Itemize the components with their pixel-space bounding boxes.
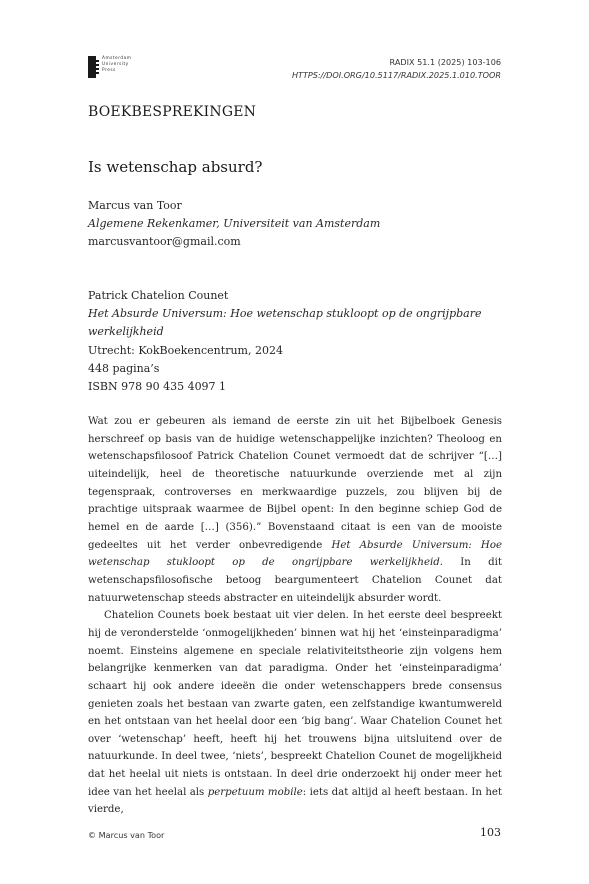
review-body bbox=[88, 413, 502, 819]
book-isbn: ISBN 978 90 435 4097 1 bbox=[88, 380, 227, 394]
paragraph bbox=[88, 607, 502, 819]
logo-text bbox=[102, 56, 131, 78]
book-publisher: Utrecht: KokBoekencentrum, 2024 bbox=[88, 343, 283, 357]
italic-term: perpetuum mobile bbox=[207, 786, 303, 798]
publisher-logo bbox=[88, 56, 131, 78]
journal-meta bbox=[292, 56, 501, 82]
paragraph-text: Wat zou er gebeuren als iemand de eerste zin uit het Bijbelboek Genesis herschreef op basis van de huidige wetenschappelijke inzichten? Theoloog en wetenschapsfilosoof Patrick Chatelion Counet vermoedt dat de schrijver “[…] uiteindelijk, heel de theoretische natuurkunde overziende met al zijn tegenspraak, controverses en merkwaardige puzzels, zou blijven bij de prachtige uitspraak waarmee de Bijbel opent: In den beginne schiep God de hemel en de aarde […] (356).” Bovenstaand citaat is een van de mooiste gedeeltes uit het verder onbevredigende bbox=[88, 416, 502, 551]
section-title: BOEKBESPREKINGEN bbox=[88, 104, 257, 120]
paragraph-text: : iets dat altijd al heeft bestaan. In het vierde, bbox=[88, 786, 502, 816]
logo-line: Press bbox=[102, 68, 116, 73]
doi-link[interactable]: HTTPS://DOI.ORG/10.5117/RADIX.2025.1.010.TOOR bbox=[291, 70, 501, 80]
book-title-inline: Het Absurde Universum: Hoe wetenschap stukloopt op de ongrijpbare werkelijkheid bbox=[88, 539, 502, 569]
author-email[interactable]: marcusvantoor@gmail.com bbox=[88, 235, 241, 248]
author-block bbox=[88, 197, 380, 251]
article-title: Is wetenschap absurd? bbox=[88, 158, 263, 176]
book-author: Patrick Chatelion Counet bbox=[88, 289, 229, 302]
author-affiliation: Algemene Rekenkamer, Universiteit van Amsterdam bbox=[88, 217, 381, 230]
page-number: 103 bbox=[480, 826, 501, 839]
logo-line: Amsterdam bbox=[102, 56, 132, 61]
book-pages: 448 pagina’s bbox=[88, 361, 160, 375]
paragraph-text: Chatelion Counets boek bestaat uit vier delen. In het eerste deel bespreekt hij de veronderstelde ‘onmogelijkheden’ binnen wat hij het ‘einsteinparadigma’ noemt. Einsteins algemene en speciale relativiteitstheorie zijn volgens hem belangrijke kenmerken van dat paradigma. Onder het ‘einsteinparadigma’ schaart hij ook andere ideeën die onder wetenschappers brede consensus genieten zoals het bestaan van zwarte gaten, een zelfstandige kwantumwereld en het ontstaan van het heelal door een ‘big bang’. Waar Chatelion Counet het over ‘wetenschap’ heeft, heeft hij het trouwens bijna uitsluitend over de natuurkunde. In deel twee, ‘niets’, bespreekt Chatelion Counet de mogelijkheid dat het heelal uit niets is ontstaan. In deel drie onderzoekt hij onder meer het idee van het heelal als bbox=[88, 610, 502, 798]
author-name: Marcus van Toor bbox=[88, 199, 182, 212]
journal-citation: RADIX 51.1 (2025) 103-106 bbox=[389, 57, 501, 67]
book-title: Het Absurde Universum: Hoe wetenschap stukloopt op de ongrijpbare werkelijkheid bbox=[88, 307, 482, 339]
aup-logo-icon bbox=[88, 56, 96, 78]
logo-line: University bbox=[102, 62, 129, 67]
paragraph-text: . In dit wetenschapsfilosofische betoog beargumenteert Chatelion Counet dat natuurwetenschap steeds abstracter en uiteindelijk absurder wordt. bbox=[88, 557, 502, 604]
copyright: © Marcus van Toor bbox=[88, 830, 165, 840]
paragraph bbox=[88, 413, 502, 607]
book-details bbox=[88, 287, 502, 396]
